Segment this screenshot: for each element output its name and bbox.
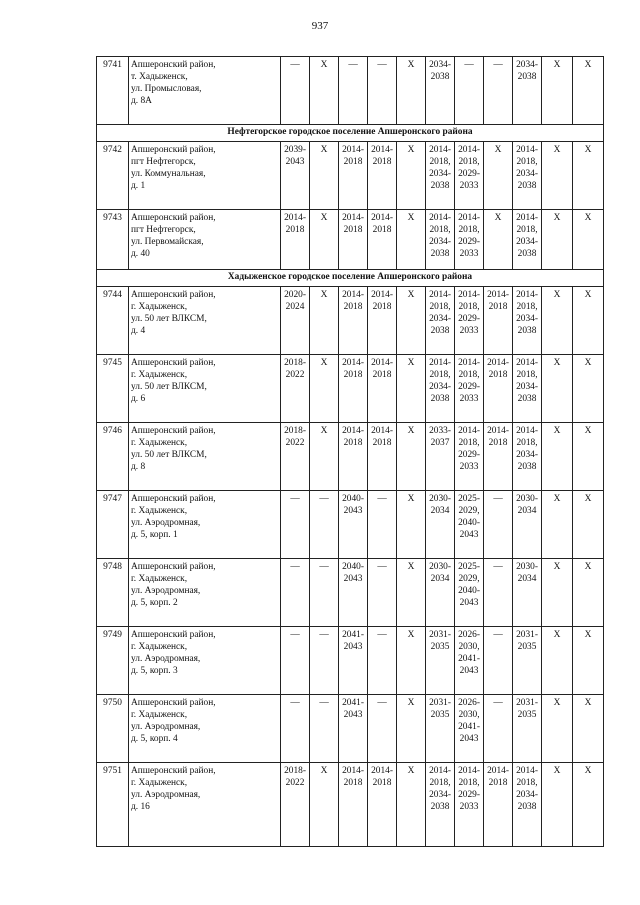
period-cell: — — [281, 491, 310, 559]
row-number: 9747 — [97, 491, 129, 559]
period-cell: X — [397, 423, 426, 491]
period-cell: X — [573, 57, 604, 125]
period-cell: X — [573, 695, 604, 763]
period-cell: 2014- 2018 — [368, 210, 397, 270]
period-cell: X — [542, 695, 573, 763]
table-row — [97, 695, 604, 763]
period-cell: X — [397, 287, 426, 355]
period-cell: 2014- 2018 — [484, 287, 513, 355]
period-cell: 2014- 2018, 2029- 2033 — [455, 287, 484, 355]
period-cell: X — [310, 210, 339, 270]
period-cell: X — [397, 559, 426, 627]
period-cell: 2041- 2043 — [339, 695, 368, 763]
period-cell: X — [542, 57, 573, 125]
section-title: Хадыженское городское поселение Апшеронского района — [97, 270, 604, 287]
period-cell: 2030- 2034 — [426, 559, 455, 627]
period-cell: 2034- 2038 — [513, 57, 542, 125]
row-number: 9749 — [97, 627, 129, 695]
period-cell: 2025- 2029, 2040- 2043 — [455, 559, 484, 627]
address-cell: Апшеронский район, г. Хадыженск, ул. 50 лет ВЛКСМ, д. 4 — [129, 287, 281, 355]
row-number: 9748 — [97, 559, 129, 627]
address-cell: Апшеронский район, пгт Нефтегорск, ул. Коммунальная, д. 1 — [129, 142, 281, 210]
period-cell: X — [397, 210, 426, 270]
address-cell: Апшеронский район, г. Хадыженск, ул. Аэродромная, д. 5, корп. 4 — [129, 695, 281, 763]
period-cell: 2030- 2034 — [513, 491, 542, 559]
period-cell: 2026- 2030, 2041- 2043 — [455, 695, 484, 763]
period-cell: X — [397, 695, 426, 763]
period-cell: X — [310, 423, 339, 491]
period-cell: X — [310, 355, 339, 423]
period-cell: 2014- 2018, 2034- 2038 — [426, 210, 455, 270]
period-cell: 2014- 2018 — [368, 355, 397, 423]
period-cell: 2014- 2018 — [339, 287, 368, 355]
period-cell: 2014- 2018 — [368, 423, 397, 491]
period-cell: — — [310, 491, 339, 559]
row-number: 9750 — [97, 695, 129, 763]
table-row — [97, 57, 604, 125]
period-cell: 2018- 2022 — [281, 355, 310, 423]
period-cell: — — [310, 559, 339, 627]
section-title: Нефтегорское городское поселение Апшеронского района — [97, 125, 604, 142]
period-cell: 2014- 2018 — [339, 210, 368, 270]
address-cell: Апшеронский район, г. Хадыженск, ул. 50 лет ВЛКСМ, д. 8 — [129, 423, 281, 491]
period-cell: 2014- 2018, 2034- 2038 — [513, 210, 542, 270]
period-cell: X — [573, 559, 604, 627]
period-cell: 2040- 2043 — [339, 559, 368, 627]
period-cell: — — [281, 559, 310, 627]
period-cell: — — [368, 627, 397, 695]
table-row — [97, 763, 604, 847]
period-cell: 2025- 2029, 2040- 2043 — [455, 491, 484, 559]
period-cell: — — [484, 57, 513, 125]
period-cell: 2014- 2018, 2034- 2038 — [426, 355, 455, 423]
period-cell: 2014- 2018 — [281, 210, 310, 270]
period-cell: 2014- 2018 — [368, 142, 397, 210]
table-row — [97, 627, 604, 695]
period-cell: — — [455, 57, 484, 125]
period-cell: 2018- 2022 — [281, 763, 310, 847]
period-cell: 2020- 2024 — [281, 287, 310, 355]
period-cell: 2014- 2018 — [484, 355, 513, 423]
period-cell: 2014- 2018, 2034- 2038 — [513, 142, 542, 210]
period-cell: 2014- 2018, 2029- 2033 — [455, 210, 484, 270]
address-cell: Апшеронский район, г. Хадыженск, ул. Аэродромная, д. 5, корп. 2 — [129, 559, 281, 627]
row-number: 9745 — [97, 355, 129, 423]
row-number: 9741 — [97, 57, 129, 125]
row-number: 9746 — [97, 423, 129, 491]
period-cell: 2039- 2043 — [281, 142, 310, 210]
period-cell: — — [310, 627, 339, 695]
period-cell: X — [542, 627, 573, 695]
table-row — [97, 142, 604, 210]
period-cell: — — [281, 627, 310, 695]
table-row — [97, 559, 604, 627]
period-cell: 2031- 2035 — [513, 695, 542, 763]
address-cell: Апшеронский район, г. Хадыженск, ул. 50 лет ВЛКСМ, д. 6 — [129, 355, 281, 423]
table-row — [97, 491, 604, 559]
period-cell: X — [542, 287, 573, 355]
register-table — [96, 56, 604, 847]
period-cell: X — [310, 287, 339, 355]
period-cell: X — [397, 763, 426, 847]
period-cell: 2014- 2018 — [368, 287, 397, 355]
period-cell: X — [397, 627, 426, 695]
period-cell: — — [368, 559, 397, 627]
period-cell: 2014- 2018, 2029- 2033 — [455, 423, 484, 491]
period-cell: — — [281, 57, 310, 125]
period-cell: X — [542, 142, 573, 210]
period-cell: 2034- 2038 — [426, 57, 455, 125]
period-cell: 2031- 2035 — [513, 627, 542, 695]
table-row — [97, 355, 604, 423]
period-cell: 2014- 2018, 2029- 2033 — [455, 355, 484, 423]
period-cell: X — [542, 491, 573, 559]
period-cell: 2014- 2018 — [339, 763, 368, 847]
period-cell: 2014- 2018 — [484, 763, 513, 847]
period-cell: X — [484, 142, 513, 210]
period-cell: X — [542, 355, 573, 423]
table-row — [97, 423, 604, 491]
period-cell: 2033- 2037 — [426, 423, 455, 491]
period-cell: 2014- 2018, 2029- 2033 — [455, 763, 484, 847]
period-cell: 2031- 2035 — [426, 627, 455, 695]
period-cell: 2014- 2018 — [368, 763, 397, 847]
address-cell: Апшеронский район, г. Хадыженск, ул. Аэродромная, д. 5, корп. 1 — [129, 491, 281, 559]
row-number: 9742 — [97, 142, 129, 210]
period-cell: — — [484, 695, 513, 763]
period-cell: — — [281, 695, 310, 763]
period-cell: 2030- 2034 — [513, 559, 542, 627]
period-cell: 2031- 2035 — [426, 695, 455, 763]
period-cell: X — [573, 287, 604, 355]
period-cell: 2026- 2030, 2041- 2043 — [455, 627, 484, 695]
period-cell: — — [484, 559, 513, 627]
address-cell: Апшеронский район, г. Хадыженск, ул. Аэродромная, д. 16 — [129, 763, 281, 847]
period-cell: 2041- 2043 — [339, 627, 368, 695]
address-cell: Апшеронский район, т. Хадыженск, ул. Промысловая, д. 8А — [129, 57, 281, 125]
period-cell: 2018- 2022 — [281, 423, 310, 491]
period-cell: X — [397, 57, 426, 125]
row-number: 9744 — [97, 287, 129, 355]
period-cell: 2014- 2018 — [339, 355, 368, 423]
page-number: 937 — [311, 20, 329, 32]
period-cell: 2030- 2034 — [426, 491, 455, 559]
period-cell: 2014- 2018, 2034- 2038 — [426, 763, 455, 847]
period-cell: X — [310, 142, 339, 210]
address-cell: Апшеронский район, г. Хадыженск, ул. Аэродромная, д. 5, корп. 3 — [129, 627, 281, 695]
period-cell: X — [573, 423, 604, 491]
period-cell: X — [542, 210, 573, 270]
section-header-row — [97, 270, 604, 287]
period-cell: X — [573, 142, 604, 210]
period-cell: 2014- 2018 — [484, 423, 513, 491]
period-cell: 2014- 2018, 2034- 2038 — [513, 763, 542, 847]
period-cell: 2014- 2018, 2034- 2038 — [513, 423, 542, 491]
period-cell: X — [573, 763, 604, 847]
period-cell: 2014- 2018, 2034- 2038 — [513, 355, 542, 423]
period-cell: X — [573, 355, 604, 423]
period-cell: — — [339, 57, 368, 125]
period-cell: — — [484, 627, 513, 695]
period-cell: — — [368, 57, 397, 125]
period-cell: X — [573, 491, 604, 559]
period-cell: X — [484, 210, 513, 270]
period-cell: X — [310, 57, 339, 125]
period-cell: — — [368, 491, 397, 559]
period-cell: X — [397, 491, 426, 559]
period-cell: X — [542, 559, 573, 627]
period-cell: X — [573, 627, 604, 695]
row-number: 9743 — [97, 210, 129, 270]
period-cell: — — [310, 695, 339, 763]
period-cell: 2014- 2018, 2029- 2033 — [455, 142, 484, 210]
period-cell: X — [542, 763, 573, 847]
period-cell: — — [484, 491, 513, 559]
period-cell: X — [542, 423, 573, 491]
period-cell: 2014- 2018 — [339, 423, 368, 491]
period-cell: 2014- 2018 — [339, 142, 368, 210]
period-cell: 2040- 2043 — [339, 491, 368, 559]
period-cell: 2014- 2018, 2034- 2038 — [426, 142, 455, 210]
period-cell: X — [310, 763, 339, 847]
period-cell: 2014- 2018, 2034- 2038 — [513, 287, 542, 355]
section-header-row — [97, 125, 604, 142]
period-cell: — — [368, 695, 397, 763]
period-cell: X — [397, 142, 426, 210]
table-row — [97, 287, 604, 355]
period-cell: X — [573, 210, 604, 270]
table-row — [97, 210, 604, 270]
address-cell: Апшеронский район, пгт Нефтегорск, ул. Первомайская, д. 40 — [129, 210, 281, 270]
period-cell: X — [397, 355, 426, 423]
period-cell: 2014- 2018, 2034- 2038 — [426, 287, 455, 355]
row-number: 9751 — [97, 763, 129, 847]
